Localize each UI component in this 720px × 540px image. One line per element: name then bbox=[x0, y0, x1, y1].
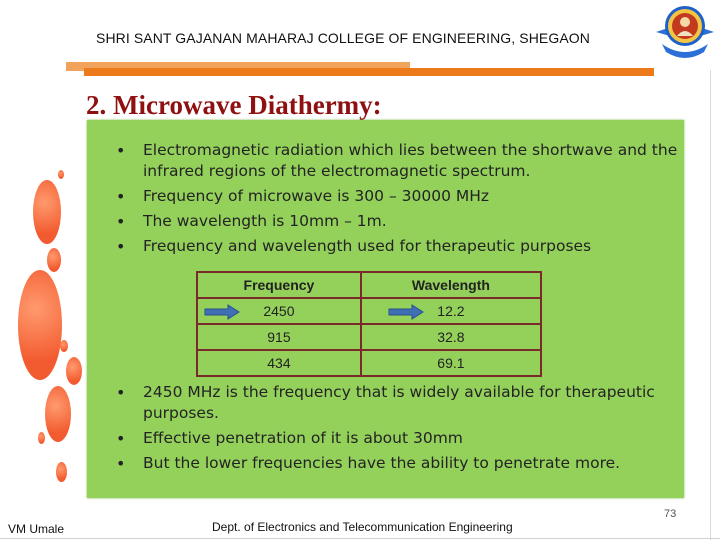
header-accent-bar-long bbox=[84, 68, 654, 76]
department-name: Dept. of Electronics and Telecommunication Engineering bbox=[212, 520, 513, 534]
bullet-item: • Frequency of microwave is 300 – 30000 MHz bbox=[110, 186, 680, 207]
bullet-item: • Effective penetration of it is about 30mm bbox=[110, 428, 680, 449]
author-name: VM Umale bbox=[8, 522, 65, 536]
frequency-wavelength-table bbox=[196, 271, 542, 377]
bullet-list-top bbox=[110, 140, 680, 261]
column-header-wavelength: Wavelength bbox=[361, 272, 541, 298]
table-cell: 69.1 bbox=[361, 350, 541, 376]
slide-title: 2. Microwave Diathermy: bbox=[86, 90, 382, 120]
bullet-list-bottom bbox=[110, 382, 680, 478]
right-divider bbox=[710, 70, 711, 540]
decorative-circle bbox=[56, 462, 67, 482]
table-cell: 32.8 bbox=[361, 324, 541, 350]
table-cell: 12.2 bbox=[361, 298, 541, 324]
column-header-frequency: Frequency bbox=[197, 272, 361, 298]
decorative-circle bbox=[58, 170, 64, 179]
decorative-circle bbox=[38, 432, 45, 444]
page-number: 73 bbox=[664, 508, 677, 520]
decorative-circle bbox=[47, 248, 61, 272]
table-row bbox=[197, 350, 541, 376]
footer-line bbox=[0, 538, 720, 539]
bullet-item: • But the lower frequencies have the ability to penetrate more. bbox=[110, 453, 680, 474]
decorative-circle bbox=[66, 357, 82, 385]
decorative-circle-large bbox=[18, 270, 62, 380]
table-row bbox=[197, 298, 541, 324]
table-cell: 434 bbox=[197, 350, 361, 376]
college-name: SHRI SANT GAJANAN MAHARAJ COLLEGE OF ENGINEERING, SHEGAON bbox=[96, 30, 590, 46]
right-arrow-icon bbox=[204, 304, 240, 320]
right-arrow-icon bbox=[388, 304, 424, 320]
bullet-item: • Electromagnetic radiation which lies between the shortwave and the infrared regions of the electromagnetic spectrum. bbox=[110, 140, 680, 182]
decorative-circle bbox=[45, 386, 71, 442]
decorative-circle bbox=[60, 340, 68, 352]
table-row bbox=[197, 324, 541, 350]
bullet-item: • Frequency and wavelength used for therapeutic purposes bbox=[110, 236, 680, 257]
decorative-circle bbox=[33, 180, 61, 244]
table-cell: 915 bbox=[197, 324, 361, 350]
table-cell: 2450 bbox=[197, 298, 361, 324]
bullet-item: • The wavelength is 10mm – 1m. bbox=[110, 211, 680, 232]
college-emblem-icon bbox=[652, 2, 718, 66]
table-header-row bbox=[197, 272, 541, 298]
bullet-item: • 2450 MHz is the frequency that is widely available for therapeutic purposes. bbox=[110, 382, 680, 424]
